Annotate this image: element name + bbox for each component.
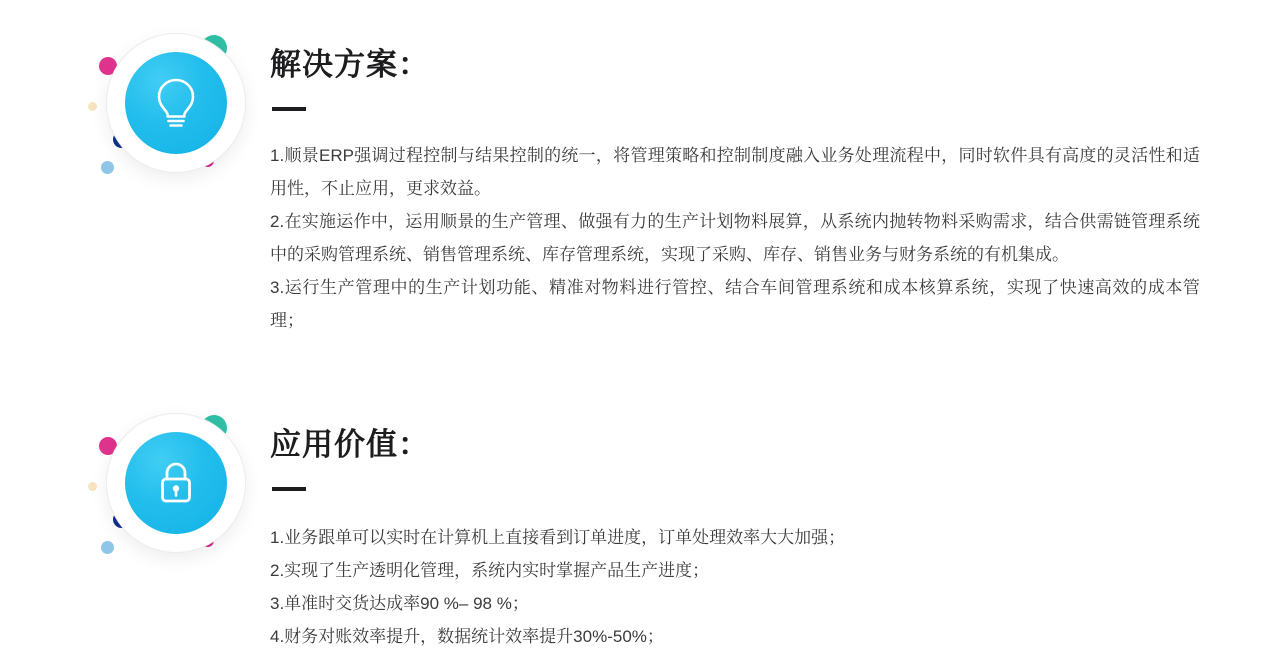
decorative-dot-lightblue: [101, 161, 114, 174]
solution-paragraph-2: 2.在实施运作中，运用顺景的生产管理、做强有力的生产计划物料展算，从系统内抛转物料采购需求，结合供需链管理系统中的采购管理系统、销售管理系统、库存管理系统，实现了采购、库存、销售业务与财务系统的有机集成。: [270, 212, 1200, 265]
section-solution: [0, 18, 1264, 337]
value-paragraph-1: 1.业务跟单可以实时在计算机上直接看到订单进度，订单处理效率大大加强；: [270, 528, 846, 548]
value-body: [270, 521, 1264, 653]
page-title-solution: 解决方案：: [270, 47, 430, 82]
icon-cluster-solution: [70, 18, 270, 188]
decorative-dot-cream: [88, 482, 97, 491]
solution-body: [270, 139, 1200, 337]
icon-cluster-value: [70, 398, 270, 568]
decorative-dot-cream: [88, 102, 97, 111]
solution-text-column: [270, 18, 1264, 337]
value-paragraph-2: 2.实现了生产透明化管理，系统内实时掌握产品生产进度；: [270, 561, 710, 581]
solution-paragraph-1: 1.顺景ERP强调过程控制与结果控制的统一，将管理策略和控制制度融入业务处理流程中，同时软件具有高度的灵活性和适用性，不止应用，更求效益。: [270, 146, 1200, 199]
page-title-value: 应用价值：: [270, 427, 430, 462]
heading-rule-solution: [272, 107, 306, 111]
value-text-column: [270, 398, 1264, 653]
lightbulb-icon: [125, 52, 227, 154]
solution-paragraph-3: 3.运行生产管理中的生产计划功能、精准对物料进行管控、结合车间管理系统和成本核算系统，实现了快速高效的成本管理；: [270, 278, 1200, 331]
lock-icon: [125, 432, 227, 534]
heading-rule-value: [272, 487, 306, 491]
decorative-dot-lightblue: [101, 541, 114, 554]
value-paragraph-3: 3.单准时交货达成率90 %– 98 %；: [270, 594, 529, 614]
value-paragraph-4: 4.财务对账效率提升，数据统计效率提升30%-50%；: [270, 627, 664, 647]
section-value: [0, 398, 1264, 653]
